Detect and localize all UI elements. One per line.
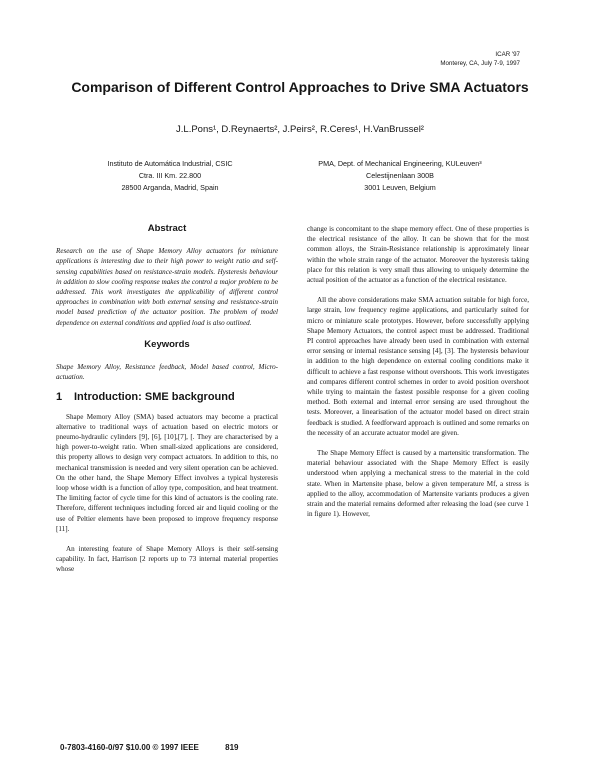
affiliation-2-line1: PMA, Dept. of Mechanical Engineering, KULeuven³ <box>318 159 482 168</box>
affiliation-2-line3: 3001 Leuven, Belgium <box>364 183 436 192</box>
right-column <box>307 224 529 519</box>
affiliation-2 <box>300 158 500 194</box>
right-paragraph-3: The Shape Memory Effect is caused by a martensitic transformation. The material behaviour associated with the Shape Memory Effect is easily understood when applying a mechanical stress to the material in the cold state. When in Martensite phase, below a given temperature Mf, a stress is applied to the alloy, accommodation of Martensite variants produces a given strain and the material remains deformed after releasing the load (see curve 1 in figure 1). However, <box>307 449 529 519</box>
left-column <box>56 224 278 575</box>
section-1-title: Introduction: SME background <box>74 391 235 404</box>
footer-isbn: 0-7803-4160-0/97 $10.00 © 1997 IEEE <box>60 743 199 752</box>
abstract-heading: Abstract <box>147 223 187 234</box>
affiliation-2-line2: Celestijnenlaan 300B <box>366 171 434 180</box>
affiliation-1 <box>70 158 270 194</box>
conference-name: ICAR '97 <box>495 51 520 58</box>
footer-page-number: 819 <box>225 743 239 752</box>
section-1-paragraph-1: Shape Memory Alloy (SMA) based actuators may become a practical alternative to traditional ways of actuation based on electric motors or pneumo-hydraulic cylinders [9], [6], [10],[7], [. They are characterised by a high power-to-weight ratio. When small-sized applications are considered, this property allows to design very compact actuators. In addition to this, no mechanical transmission is needed and very silent operation can be achieved. On the other hand, the Shape Memory Effect involves a typical hysteresis loop whose width is a function of alloy type, composition, and heat treatment. The limiting factor of cycle time for this kind of actuators is the cooling rate. Therefore, different techniques including forced air and liquid cooling or the use of Peltier elements have been proposed to improve frequency response [11]. <box>56 412 278 533</box>
section-1-paragraph-2: An interesting feature of Shape Memory Alloys is their self-sensing capability. In fact, Harrison [2 reports up to 73 internal material properties whose <box>56 545 278 574</box>
page-footer <box>60 743 360 752</box>
right-paragraph-2: All the above considerations make SMA actuation suitable for high force, large strain, low frequency regime applications, and particularly suited for micro or miniature scale prototypes. However, before successfully applying Shape Memory Actuators, the control aspect must be addressed. Traditional PI control approaches have already been used in combination with external error sensing or internal resistance sensing [4], [3]. The hysteresis behaviour in addition to the high dependence on external cooling conditions make it difficult to achieve a fast response without overshoots. This work investigates and compares different control schemes in order to avoid position overshoot while trying to maintain the fastest possible response for a given cooling method. Both external and internal error sensing are used throughout the tests. Moreover, a linearisation of the actuator model based on direct strain feedback is studied. A feedforward approach is outlined and some remarks on the necessity of an accurate actuator model are given. <box>307 296 529 437</box>
keywords-heading: Keywords <box>144 338 190 350</box>
right-paragraph-1: change is concomitant to the shape memory effect. One of these properties is the electrical resistance of the alloy. It can be shown that for the most common alloys, the Strain-Resistance relationship is approximately linear within the whole strain range of the actuator. Moreover the hysteresis taking place for this relation is very small thus allowing to uniquely determine the actual position of the actuator as a function of the electrical resistance. <box>307 225 529 285</box>
conference-location-date: Monterey, CA, July 7-9, 1997 <box>440 60 520 67</box>
paper-authors: J.L.Pons¹, D.Reynaerts², J.Peirs², R.Ceres¹, H.VanBrussel² <box>176 124 424 135</box>
affiliation-1-line2: Ctra. III Km. 22.800 <box>138 171 202 180</box>
abstract-text: Research on the use of Shape Memory Alloy actuators for miniature applications is interesting due to their high power to weight ratio and self-sensing capabilities based on resistance-strain models. Hysteresis behaviour in addition to slow cooling response makes the control a major problem to be addressed. This work investigates the applicability of different control approaches in combination with both external sensing and resistance-strain model based prediction of the actuator position. The problem of model dependence on external conditions and applied load is also outlined. <box>56 247 278 327</box>
section-1-number: 1 <box>56 391 63 404</box>
affiliation-1-line3: 28500 Arganda, Madrid, Spain <box>121 183 219 192</box>
affiliation-1-line1: Instituto de Automática Industrial, CSIC <box>107 159 233 168</box>
section-1-heading <box>56 392 278 402</box>
keywords-text: Shape Memory Alloy, Resistance feedback, Model based control, Micro-actuation. <box>56 363 278 382</box>
paper-title: Comparison of Different Control Approaches to Drive SMA Actuators <box>71 79 529 95</box>
